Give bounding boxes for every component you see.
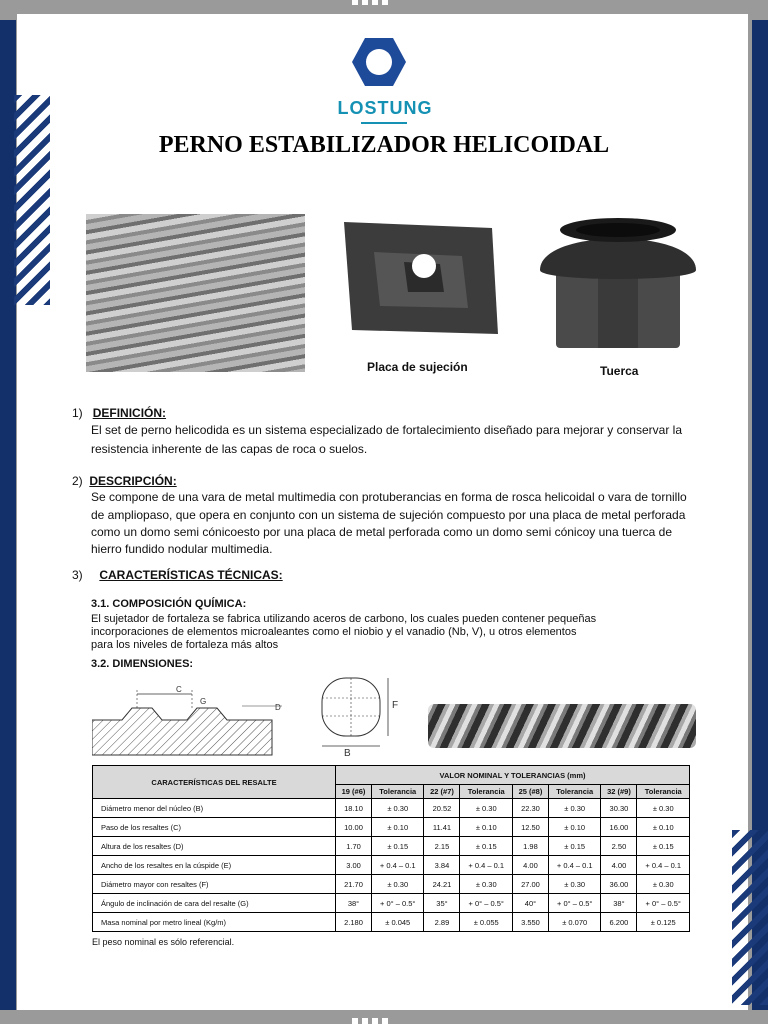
table-cell: ± 0.15 [460,837,513,856]
footnote: El peso nominal es sólo referencial. [92,937,235,947]
table-size-header: Tolerancia [637,785,690,799]
table-cell: 1.70 [336,837,372,856]
cross-section-diagram [316,674,408,756]
table-row-label: Diámetro menor del núcleo (B) [93,799,336,818]
section-2-line-2: de ampliopaso, que opera en conjunto con un sistema de sujeción compuesto por una placa de metal perforada [91,508,686,522]
table-cell: 16.00 [601,818,637,837]
table-cell: ± 0.30 [548,875,601,894]
section-1-number: 1) [72,406,83,420]
table-cell: 24.21 [424,875,460,894]
table-cell: ± 0.125 [637,913,690,932]
table-cell: ± 0.30 [637,799,690,818]
table-cell: 12.50 [512,818,548,837]
brand-name: LOSTUNG [337,98,433,118]
thread-profile-diagram [92,680,282,760]
section-2-number: 2) [72,474,83,488]
table-cell: ± 0.15 [637,837,690,856]
table-cell: 3.84 [424,856,460,875]
section-1-heading [72,404,166,422]
table-size-header: 32 (#9) [601,785,637,799]
table-cell: ± 0.055 [460,913,513,932]
table-cell: ± 0.15 [548,837,601,856]
placa-caption: Placa de sujeción [367,360,468,374]
section-1-line-1: El set de perno helicodida es un sistema especializado de fortalecimiento diseñado para mejorar y conservar la [91,423,682,437]
helical-bar-photo [428,704,696,748]
table-size-header: 25 (#8) [512,785,548,799]
section-2-line-3: como un domo semi cónicoesto por una placa de metal perforada como un domo semi cónicoy una tuerca de [91,525,672,539]
table-row [93,837,690,856]
section-1-title: DEFINICIÓN: [92,406,167,420]
diagram-label-f: F [392,700,399,711]
hexagon-nut-icon [350,36,408,88]
table-cell: 20.52 [424,799,460,818]
table-cell: + 0.4 – 0.1 [371,856,424,875]
table-cell: + 0° – 0.5° [548,894,601,913]
table-size-header: 19 (#6) [336,785,372,799]
table-cell: 6.200 [601,913,637,932]
table-cell: ± 0.10 [637,818,690,837]
subsection-3-2-title: 3.2. DIMENSIONES: [91,658,194,670]
diagram-label-g: G [200,697,207,706]
table-cell: + 0° – 0.5° [637,894,690,913]
nut-photo [538,210,698,348]
section-2-line-1: Se compone de una vara de metal multimedia con protuberancias en forma de rosca helicoidal o vara de tornillo [91,490,687,504]
table-row [93,913,690,932]
section-3-title: CARACTERÍSTICAS TÉCNICAS: [99,568,283,582]
subsection-3-1-title: 3.1. COMPOSICIÓN QUÍMICA: [91,598,247,610]
table-cell: + 0° – 0.5° [371,894,424,913]
table-cell: 27.00 [512,875,548,894]
left-stripe-decoration [14,95,50,305]
table-row [93,818,690,837]
table-cell: 3.00 [336,856,372,875]
page-title: PERNO ESTABILIZADOR HELICOIDAL [158,132,610,158]
table-cell: 38° [336,894,372,913]
table-cell: ± 0.10 [371,818,424,837]
table-cell: 2.50 [601,837,637,856]
table-cell: ± 0.30 [460,875,513,894]
table-cell: 30.30 [601,799,637,818]
section-3-heading [72,566,283,584]
table-cell: ± 0.30 [637,875,690,894]
table-cell: + 0.4 – 0.1 [460,856,513,875]
table-cell: + 0° – 0.5° [460,894,513,913]
table-cell: + 0.4 – 0.1 [548,856,601,875]
table-cell: 11.41 [424,818,460,837]
table-cell: ± 0.15 [371,837,424,856]
table-cell: 10.00 [336,818,372,837]
table-row-label: Altura de los resaltes (D) [93,837,336,856]
table-row [93,894,690,913]
table-cell: ± 0.30 [371,799,424,818]
rebar-photo [86,214,305,372]
table-cell: ± 0.10 [460,818,513,837]
diagram-label-c: C [176,685,182,694]
diagram-label-b: B [344,748,351,756]
table-cell: ± 0.10 [548,818,601,837]
table-cell: ± 0.30 [460,799,513,818]
table-cell: 3.550 [512,913,548,932]
table-row-label: Ancho de los resaltes en la cúspide (E) [93,856,336,875]
table-cell: 2.15 [424,837,460,856]
section-3-number: 3) [72,568,83,582]
subsection-3-1-line-1: El sujetador de fortaleza se fabrica utilizando aceros de carbono, los cuales pueden contener pequeñas [91,613,597,625]
diagram-label-d: D [275,703,281,712]
table-cell: 36.00 [601,875,637,894]
table-cell: 38° [601,894,637,913]
table-row-label: Paso de los resaltes (C) [93,818,336,837]
right-stripe-decoration [732,830,768,1005]
table-row [93,856,690,875]
table-cell: + 0.4 – 0.1 [637,856,690,875]
table-cell: 2.89 [424,913,460,932]
plate-photo [344,222,498,334]
table-row-label: Masa nominal por metro lineal (Kg/m) [93,913,336,932]
table-cell: 40° [512,894,548,913]
subsection-3-1-line-2: incorporaciones de elementos microaleantes como el niobio y el vanadio (Nb, V), u otros elementos [91,626,577,638]
table-cell: 35° [424,894,460,913]
top-dash-marks [352,0,392,5]
section-1-line-2: resistencia inherente de las capas de roca o suelos. [91,442,368,456]
subsection-3-1-line-3: para los niveles de fortaleza más altos [91,639,279,651]
section-2-title: DESCRIPCIÓN: [89,474,177,488]
table-row-label: Ángulo de inclinación de cara del resalte (G) [93,894,336,913]
table-cell: 4.00 [601,856,637,875]
table-size-header: Tolerancia [460,785,513,799]
specifications-table [92,765,690,932]
table-size-header: Tolerancia [371,785,424,799]
table-cell: 21.70 [336,875,372,894]
table-cell: 2.180 [336,913,372,932]
table-row [93,875,690,894]
table-cell: ± 0.30 [371,875,424,894]
table-row [93,799,690,818]
table-cell: 4.00 [512,856,548,875]
table-size-header: Tolerancia [548,785,601,799]
table-cell: ± 0.045 [371,913,424,932]
table-size-header: 22 (#7) [424,785,460,799]
bottom-dash-marks [352,1018,392,1024]
table-cell: ± 0.070 [548,913,601,932]
table-cell: ± 0.30 [548,799,601,818]
table-header-nominal: VALOR NOMINAL Y TOLERANCIAS (mm) [336,766,690,785]
brand-underline [361,122,407,124]
table-cell: 18.10 [336,799,372,818]
table-cell: 1.98 [512,837,548,856]
section-2-line-4: hierro fundido nodular multimedia. [91,542,273,556]
table-header-characteristics: CARACTERÍSTICAS DEL RESALTE [93,766,336,799]
table-cell: 22.30 [512,799,548,818]
tuerca-caption: Tuerca [600,364,639,378]
table-body [93,799,690,932]
table-row-label: Diámetro mayor con resaltes (F) [93,875,336,894]
